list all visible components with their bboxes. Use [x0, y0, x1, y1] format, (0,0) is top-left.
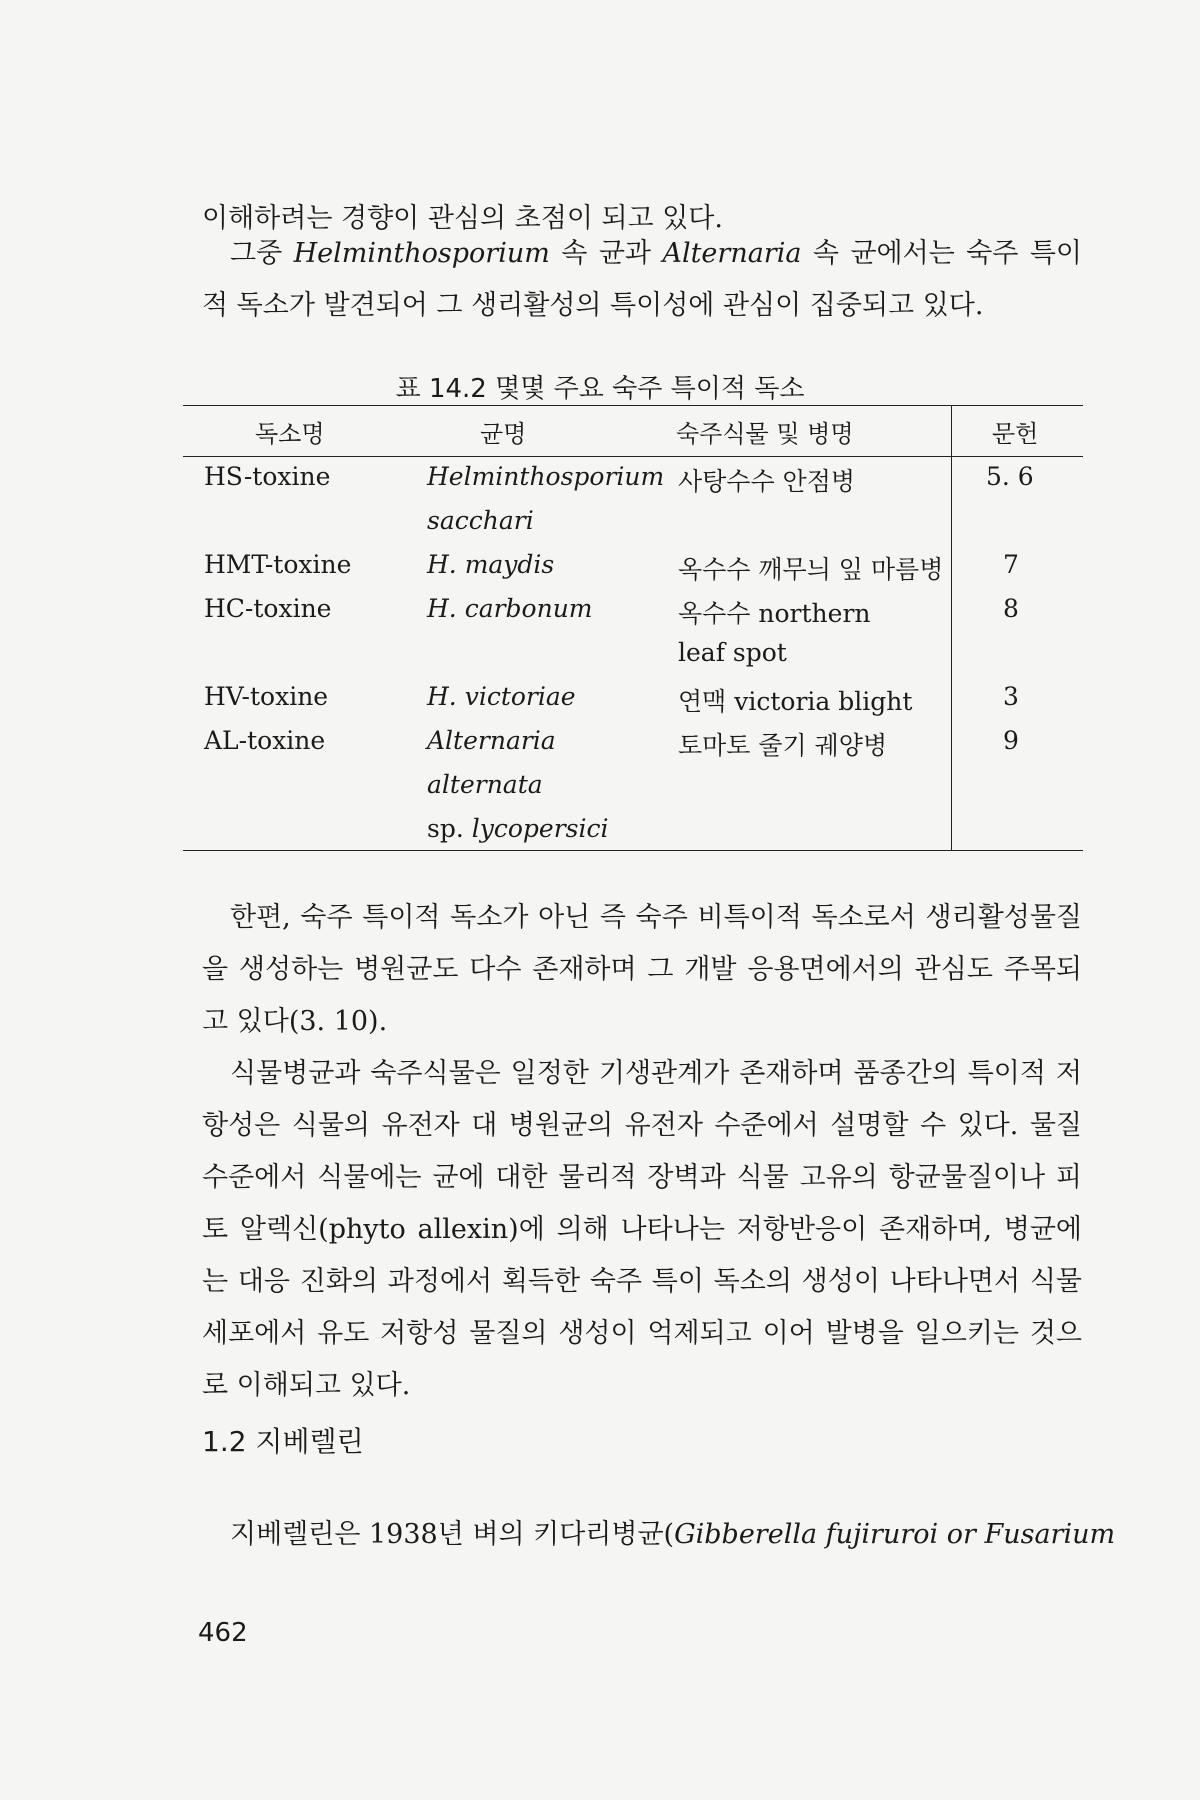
table-row-fungus-cont: alternata [427, 770, 543, 799]
intro-line: 이해하려는 경향이 관심의 초점이 되고 있다. [202, 203, 723, 234]
table-caption: 표 14.2 몇몇 주요 숙주 특이적 독소 [395, 374, 805, 404]
table-row-fungus: Alternaria [427, 726, 556, 755]
table-top-rule [183, 405, 1083, 406]
table-row-toxin: HV-toxine [204, 682, 329, 711]
table-row-host: 연맥 victoria blight [678, 687, 913, 716]
table-row-ref: 8 [1003, 594, 1019, 623]
text-run: 속 균에서는 숙주 특이적 독소가 발견되어 그 생리활성의 특이성에 관심이 집중되고 있다. [202, 238, 1082, 321]
table-bottom-rule [183, 850, 1083, 851]
table-row-host: 토마토 줄기 궤양병 [678, 731, 888, 760]
genus-name: Fusarium [984, 1519, 1116, 1550]
section-heading: 1.2 지베렐린 [202, 1425, 364, 1458]
species-name: lycopersici [471, 814, 609, 843]
table-row-toxin: HS-toxine [204, 462, 331, 491]
table-row-fungus: Helminthosporium [427, 462, 665, 491]
table-row-fungus-cont: sacchari [427, 506, 534, 535]
genus-name: Helminthosporium [293, 238, 550, 269]
table-header-host: 숙주식물 및 병명 [676, 420, 854, 448]
table-row-fungus: H. maydis [427, 550, 555, 579]
species-name: Gibberella fujiruroi [674, 1519, 939, 1550]
table-row-ref: 3 [1003, 682, 1019, 711]
table-row-fungus: H. carbonum [427, 594, 593, 623]
table-header-toxin: 독소명 [255, 420, 325, 448]
text-run: 그중 [230, 238, 294, 269]
table-row-host: 옥수수 깨무늬 잎 마름병 [678, 555, 944, 584]
table-row-ref: 7 [1003, 550, 1019, 579]
table-row-host: 옥수수 northern [678, 599, 871, 628]
body-paragraph: 한편, 숙주 특이적 독소가 아닌 즉 숙주 비특이적 독소로서 생리활성물질을 생성하는 병원균도 다수 존재하며 그 개발 응용면에서의 관심도 주목되고 있다(3. 10). [202, 902, 1082, 1037]
table-header-ref: 문헌 [992, 420, 1039, 448]
table-row-host-cont: leaf spot [678, 638, 787, 667]
page-number: 462 [198, 1618, 248, 1648]
text-run: 지베렐린은 1938년 벼의 키다리병균( [230, 1519, 675, 1550]
table-header-fungus: 균명 [480, 420, 527, 448]
genus-name: Alternaria [662, 238, 802, 269]
table-column-divider [951, 405, 952, 850]
table-row-fungus-sp [427, 814, 608, 843]
table-row-toxin: HC-toxine [204, 594, 332, 623]
text-run: 속 균과 [549, 238, 663, 269]
intro-paragraph [202, 228, 1082, 332]
section-line [230, 1512, 1115, 1551]
table-row-fungus: H. victoriae [427, 682, 576, 711]
table-header-rule [183, 456, 1083, 457]
text-run: sp. [427, 814, 464, 843]
table-row-toxin: HMT-toxine [204, 550, 352, 579]
table-row-toxin: AL-toxine [204, 726, 326, 755]
table-row-host: 사탕수수 안점병 [678, 467, 855, 496]
table-row-ref: 5. 6 [986, 462, 1034, 491]
text-run: or [938, 1519, 985, 1550]
table-row-ref: 9 [1003, 726, 1019, 755]
body-paragraph: 식물병균과 숙주식물은 일정한 기생관계가 존재하며 품종간의 특이적 저항성은 식물의 유전자 대 병원균의 유전자 수준에서 설명할 수 있다. 물질 수준에서 식물에는 균에 대한 물리적 장벽과 식물 고유의 항균물질이나 피토 알렉신(phyto allexin)에 의해 나타나는 저항반응이 존재하며, 병균에는 대응 진화의 과정에서 획득한 숙주 특이 독소의 생성이 나타나면서 식물세포에서 유도 저항성 물질의 생성이 억제되고 이어 발병을 일으키는 것으로 이해되고 있다. [202, 1058, 1082, 1401]
